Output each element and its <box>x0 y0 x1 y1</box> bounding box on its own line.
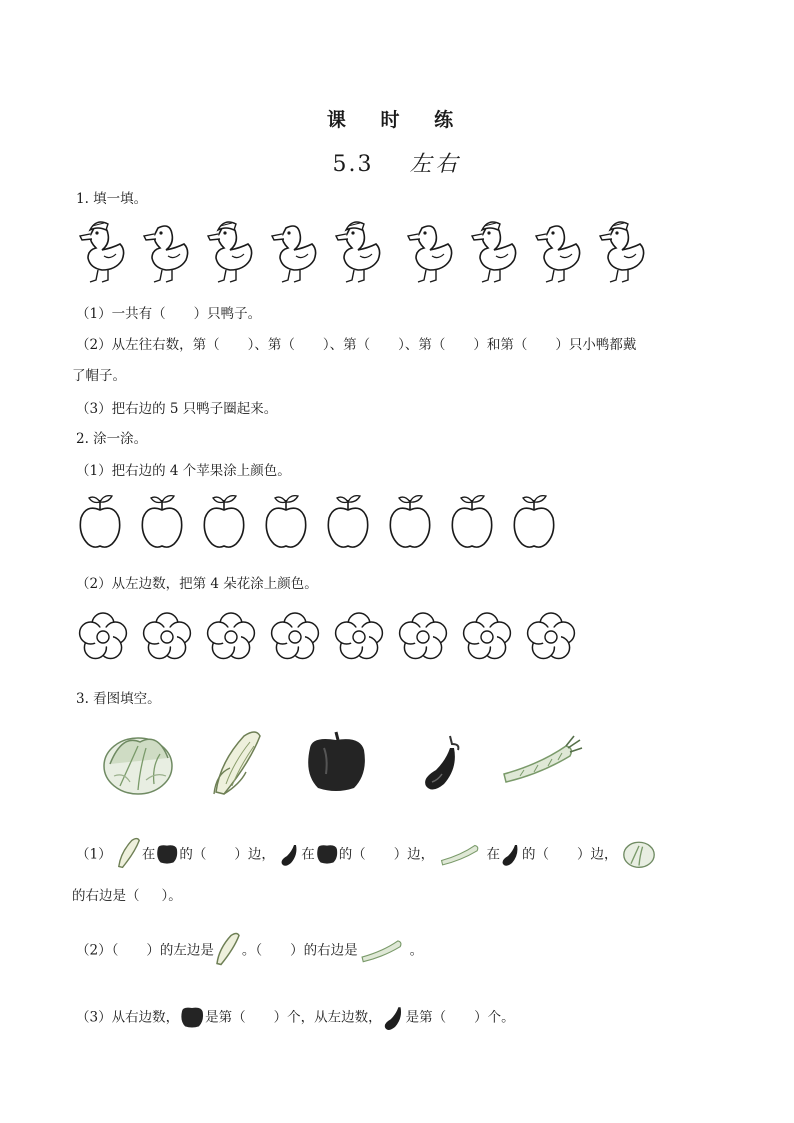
q3-sub2: （2）（ ）的左边是 。（ ）的右边是 。 <box>76 930 423 972</box>
duck-row <box>78 218 718 288</box>
carrot-icon <box>358 934 410 968</box>
pepper-icon <box>302 728 370 798</box>
q1-sub3: （3）把右边的 5 只鸭子圈起来。 <box>76 401 278 417</box>
duck-icon <box>142 218 192 288</box>
duck-with-hat-icon <box>470 218 520 288</box>
q2-sub2: （2）从左边数，把第 4 朵花涂上颜色。 <box>76 576 318 592</box>
corn-icon <box>116 836 142 874</box>
corn-icon <box>210 728 266 802</box>
duck-icon <box>406 218 456 288</box>
cabbage-icon <box>622 836 656 874</box>
pepper-icon <box>155 841 179 869</box>
corn-icon <box>214 930 242 972</box>
flower-icon[interactable] <box>142 612 192 666</box>
q1-sub1: （1）一共有（ ）只鸭子。 <box>76 306 262 322</box>
q3-heading: 3. 看图填空。 <box>76 691 161 707</box>
flower-icon[interactable] <box>398 612 448 666</box>
pepper-icon <box>179 1003 205 1033</box>
duck-icon <box>534 218 584 288</box>
q3-sub3: （3）从右边数， 是第（ ）个，从左边数， 是第（ ）个。 <box>76 997 515 1039</box>
worksheet-title: 课 时 练 <box>326 109 468 131</box>
duck-with-hat-icon <box>598 218 648 288</box>
carrot-icon <box>438 839 486 871</box>
duck-with-hat-icon <box>206 218 256 288</box>
lesson-number: 5.3 <box>332 152 374 177</box>
duck-with-hat-icon <box>334 218 384 288</box>
flower-icon[interactable] <box>526 612 576 666</box>
apple-icon[interactable] <box>202 494 246 554</box>
eggplant-icon <box>500 836 522 874</box>
apple-icon[interactable] <box>326 494 370 554</box>
flower-icon[interactable] <box>270 612 320 666</box>
apple-row <box>78 494 558 550</box>
flower-icon[interactable] <box>334 612 384 666</box>
eggplant-icon <box>279 836 301 874</box>
flower-icon[interactable] <box>78 612 128 666</box>
flower-row <box>78 612 578 668</box>
q2-heading: 2. 涂一涂。 <box>76 431 148 447</box>
q1-sub2-cont: 了帽子。 <box>72 368 126 384</box>
q1-sub2: （2）从左往右数，第（ ）、第（ ）、第（ ）、第（ ）和第（ ）只小鸭都戴 <box>76 337 637 353</box>
pepper-icon <box>315 841 339 869</box>
flower-icon[interactable] <box>462 612 512 666</box>
cabbage-icon <box>100 724 176 804</box>
apple-icon[interactable] <box>388 494 432 554</box>
apple-icon[interactable] <box>264 494 308 554</box>
q2-sub1: （1）把右边的 4 个苹果涂上颜色。 <box>76 463 291 479</box>
apple-icon[interactable] <box>140 494 184 554</box>
q1-heading: 1. 填一填。 <box>76 191 148 207</box>
q3-sub1-cont: 的右边是（ ）。 <box>72 888 182 904</box>
apple-icon[interactable] <box>512 494 556 554</box>
carrot-icon <box>500 734 584 790</box>
lesson-name: 左右 <box>409 152 462 177</box>
duck-with-hat-icon <box>78 218 128 288</box>
q3-sub1: （1） 在 的（ ）边， 在 的（ ）边， 在 的（ ）边， <box>76 836 656 874</box>
duck-icon <box>270 218 320 288</box>
apple-icon[interactable] <box>78 494 122 554</box>
lesson-heading <box>0 147 794 178</box>
eggplant-icon <box>420 734 464 798</box>
flower-icon[interactable] <box>206 612 256 666</box>
eggplant-icon <box>382 997 406 1039</box>
apple-icon[interactable] <box>450 494 494 554</box>
